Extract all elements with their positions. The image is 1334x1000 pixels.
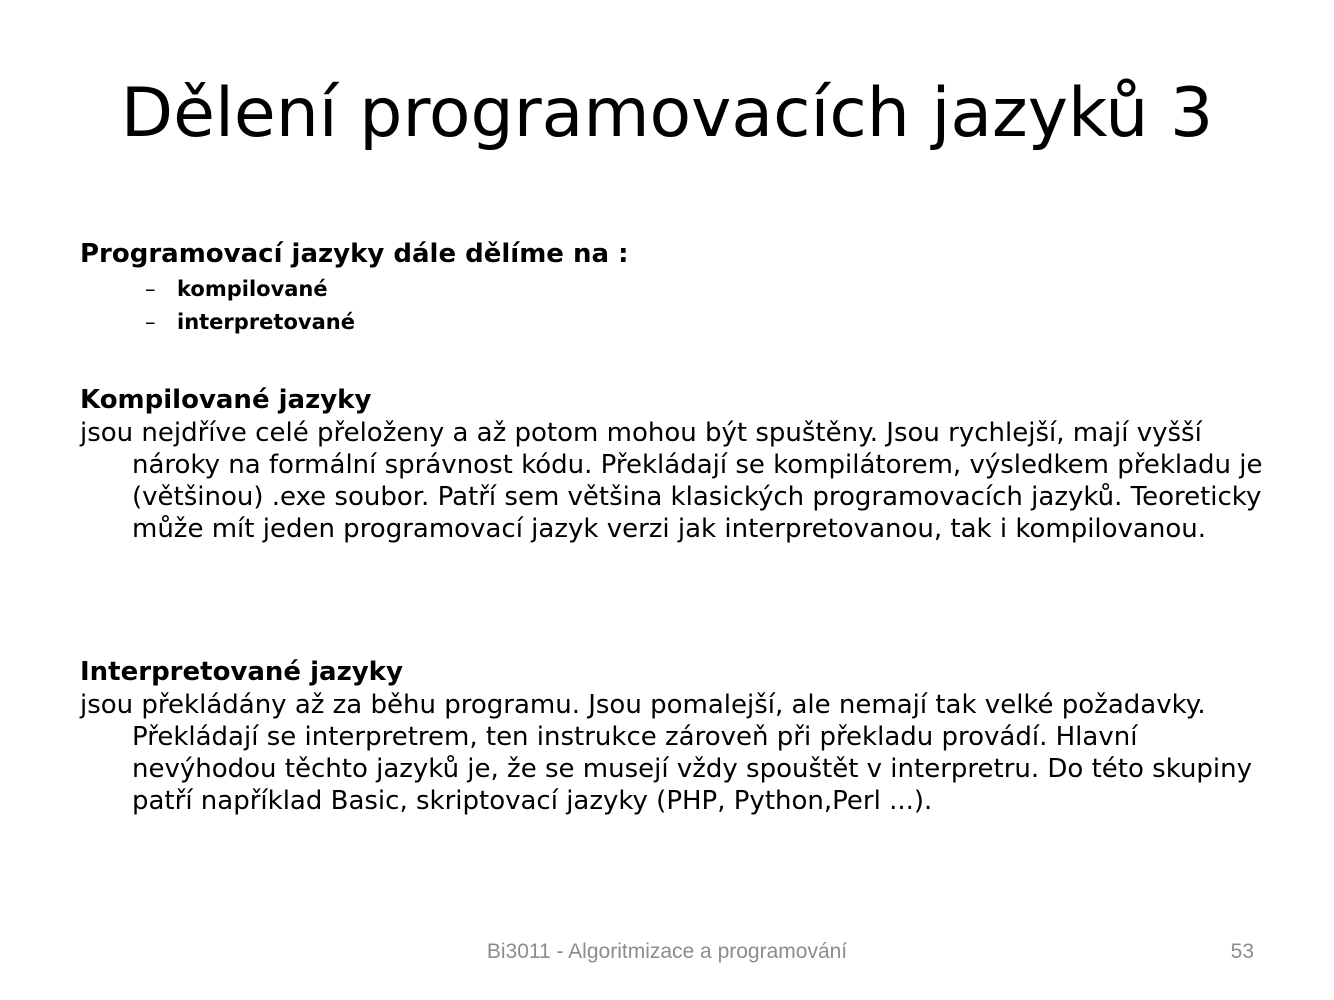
slide-footer: Bi3011 - Algoritmizace a programování bbox=[486, 940, 848, 963]
page-number: 53 bbox=[1230, 940, 1254, 963]
list-dash: – bbox=[145, 310, 156, 334]
list-item bbox=[80, 273, 1280, 306]
interpreted-heading: Interpretované jazyky bbox=[80, 657, 403, 687]
list-dash: – bbox=[145, 277, 156, 301]
compiled-paragraph: jsou nejdříve celé přeloženy a až potom mohou být spuštěny. Jsou rychlejší, mají vyšší nároky na formální správnost kódu. Překládají se kompilátorem, výsledkem překladu je (většinou) .exe soubor. Patří sem většina klasických programovacích jazyků. Teoreticky může mít jeden programovací jazyk verzi jak interpretovanou, tak i kompilovanou. bbox=[80, 418, 1263, 544]
list-item bbox=[80, 306, 1280, 339]
language-type-list bbox=[80, 273, 1280, 339]
intro-lead: Programovací jazyky dále dělíme na : bbox=[80, 239, 629, 269]
list-item-label: interpretované bbox=[177, 310, 355, 334]
intro-section bbox=[80, 235, 1280, 339]
interpreted-paragraph: jsou překládány až za běhu programu. Jsou pomalejší, ale nemají tak velké požadavky. Překládají se interpretrem, ten instrukce zároveň při překladu provádí. Hlavní nevýhodou těchto jazyků je, že se musejí vždy spouštět v interpretru. Do této skupiny patří například Basic, skriptovací jazyky (PHP, Python,Perl ...). bbox=[80, 690, 1253, 816]
compiled-heading: Kompilované jazyky bbox=[80, 385, 372, 415]
list-item-label: kompilované bbox=[177, 277, 328, 301]
slide-title: Dělení programovacích jazyků 3 bbox=[120, 74, 1214, 153]
compiled-section bbox=[80, 383, 1280, 545]
interpreted-section bbox=[80, 655, 1280, 817]
